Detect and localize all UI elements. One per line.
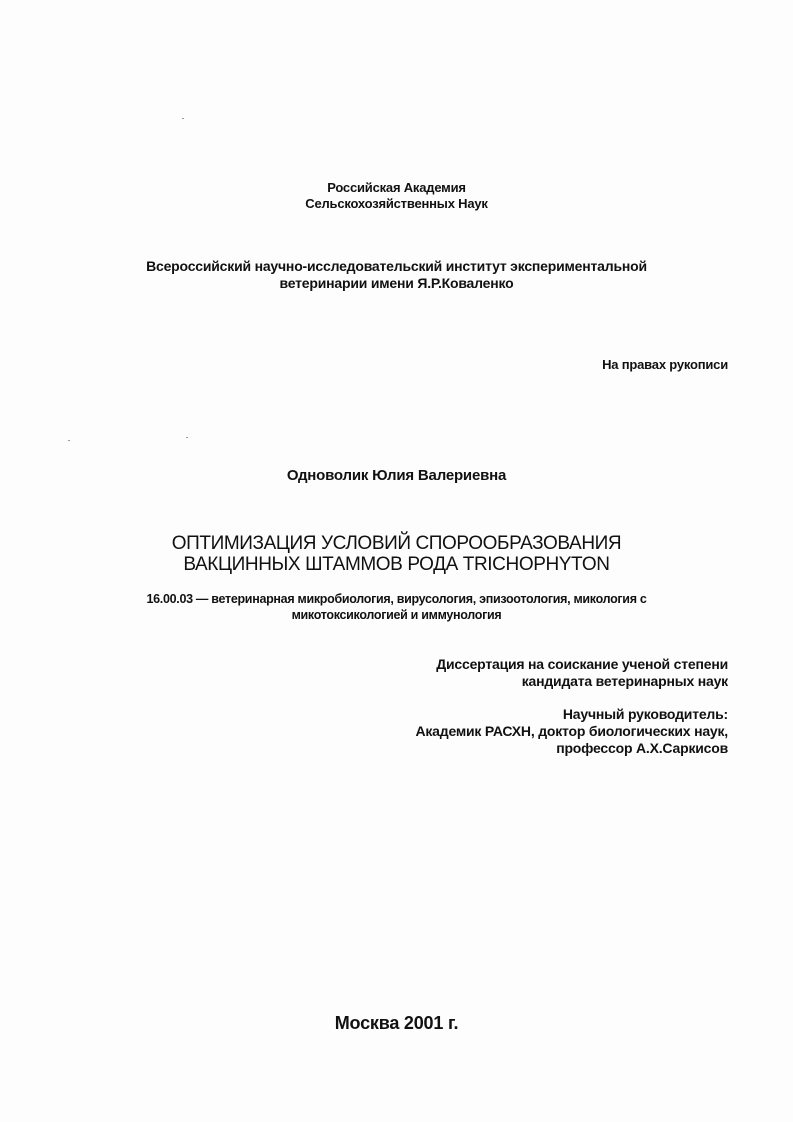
institute-name-line1: Всероссийский научно-исследовательский институт экспериментальной (146, 258, 647, 274)
scan-speck (182, 118, 184, 119)
specialty-code-line1: 16.00.03 — ветеринарная микробиология, вирусология, эпизоотология, микология с (146, 592, 647, 606)
dissertation-title-line1: ОПТИМИЗАЦИЯ УСЛОВИЙ СПОРООБРАЗОВАНИЯ (171, 533, 622, 554)
scan-speck (186, 437, 188, 438)
city-year: Москва 2001 г. (334, 1013, 459, 1033)
degree-line1: Диссертация на соискание ученой степени (436, 656, 728, 672)
supervisor-label: Научный руководитель: (562, 706, 728, 722)
degree-line2: кандидата ветеринарных наук (521, 673, 728, 689)
supervisor-line2: профессор А.Х.Саркисов (556, 740, 728, 756)
author-name: Одноволик Юлия Валериевна (286, 467, 507, 484)
scan-speck (68, 440, 70, 441)
academy-name-line2: Сельскохозяйственных Наук (305, 196, 488, 211)
manuscript-rights-note: На правах рукописи (602, 357, 728, 372)
dissertation-title-line2: ВАКЦИННЫХ ШТАММОВ РОДА TRICHOPHYTON (183, 554, 610, 575)
institute-name-line2: ветеринарии имени Я.Р.Коваленко (279, 275, 514, 291)
academy-name-line1: Российская Академия (327, 180, 466, 195)
supervisor-line1: Академик РАСХН, доктор биологических наук, (415, 723, 728, 739)
specialty-code-line2: микотоксикологией и иммунология (291, 608, 502, 622)
